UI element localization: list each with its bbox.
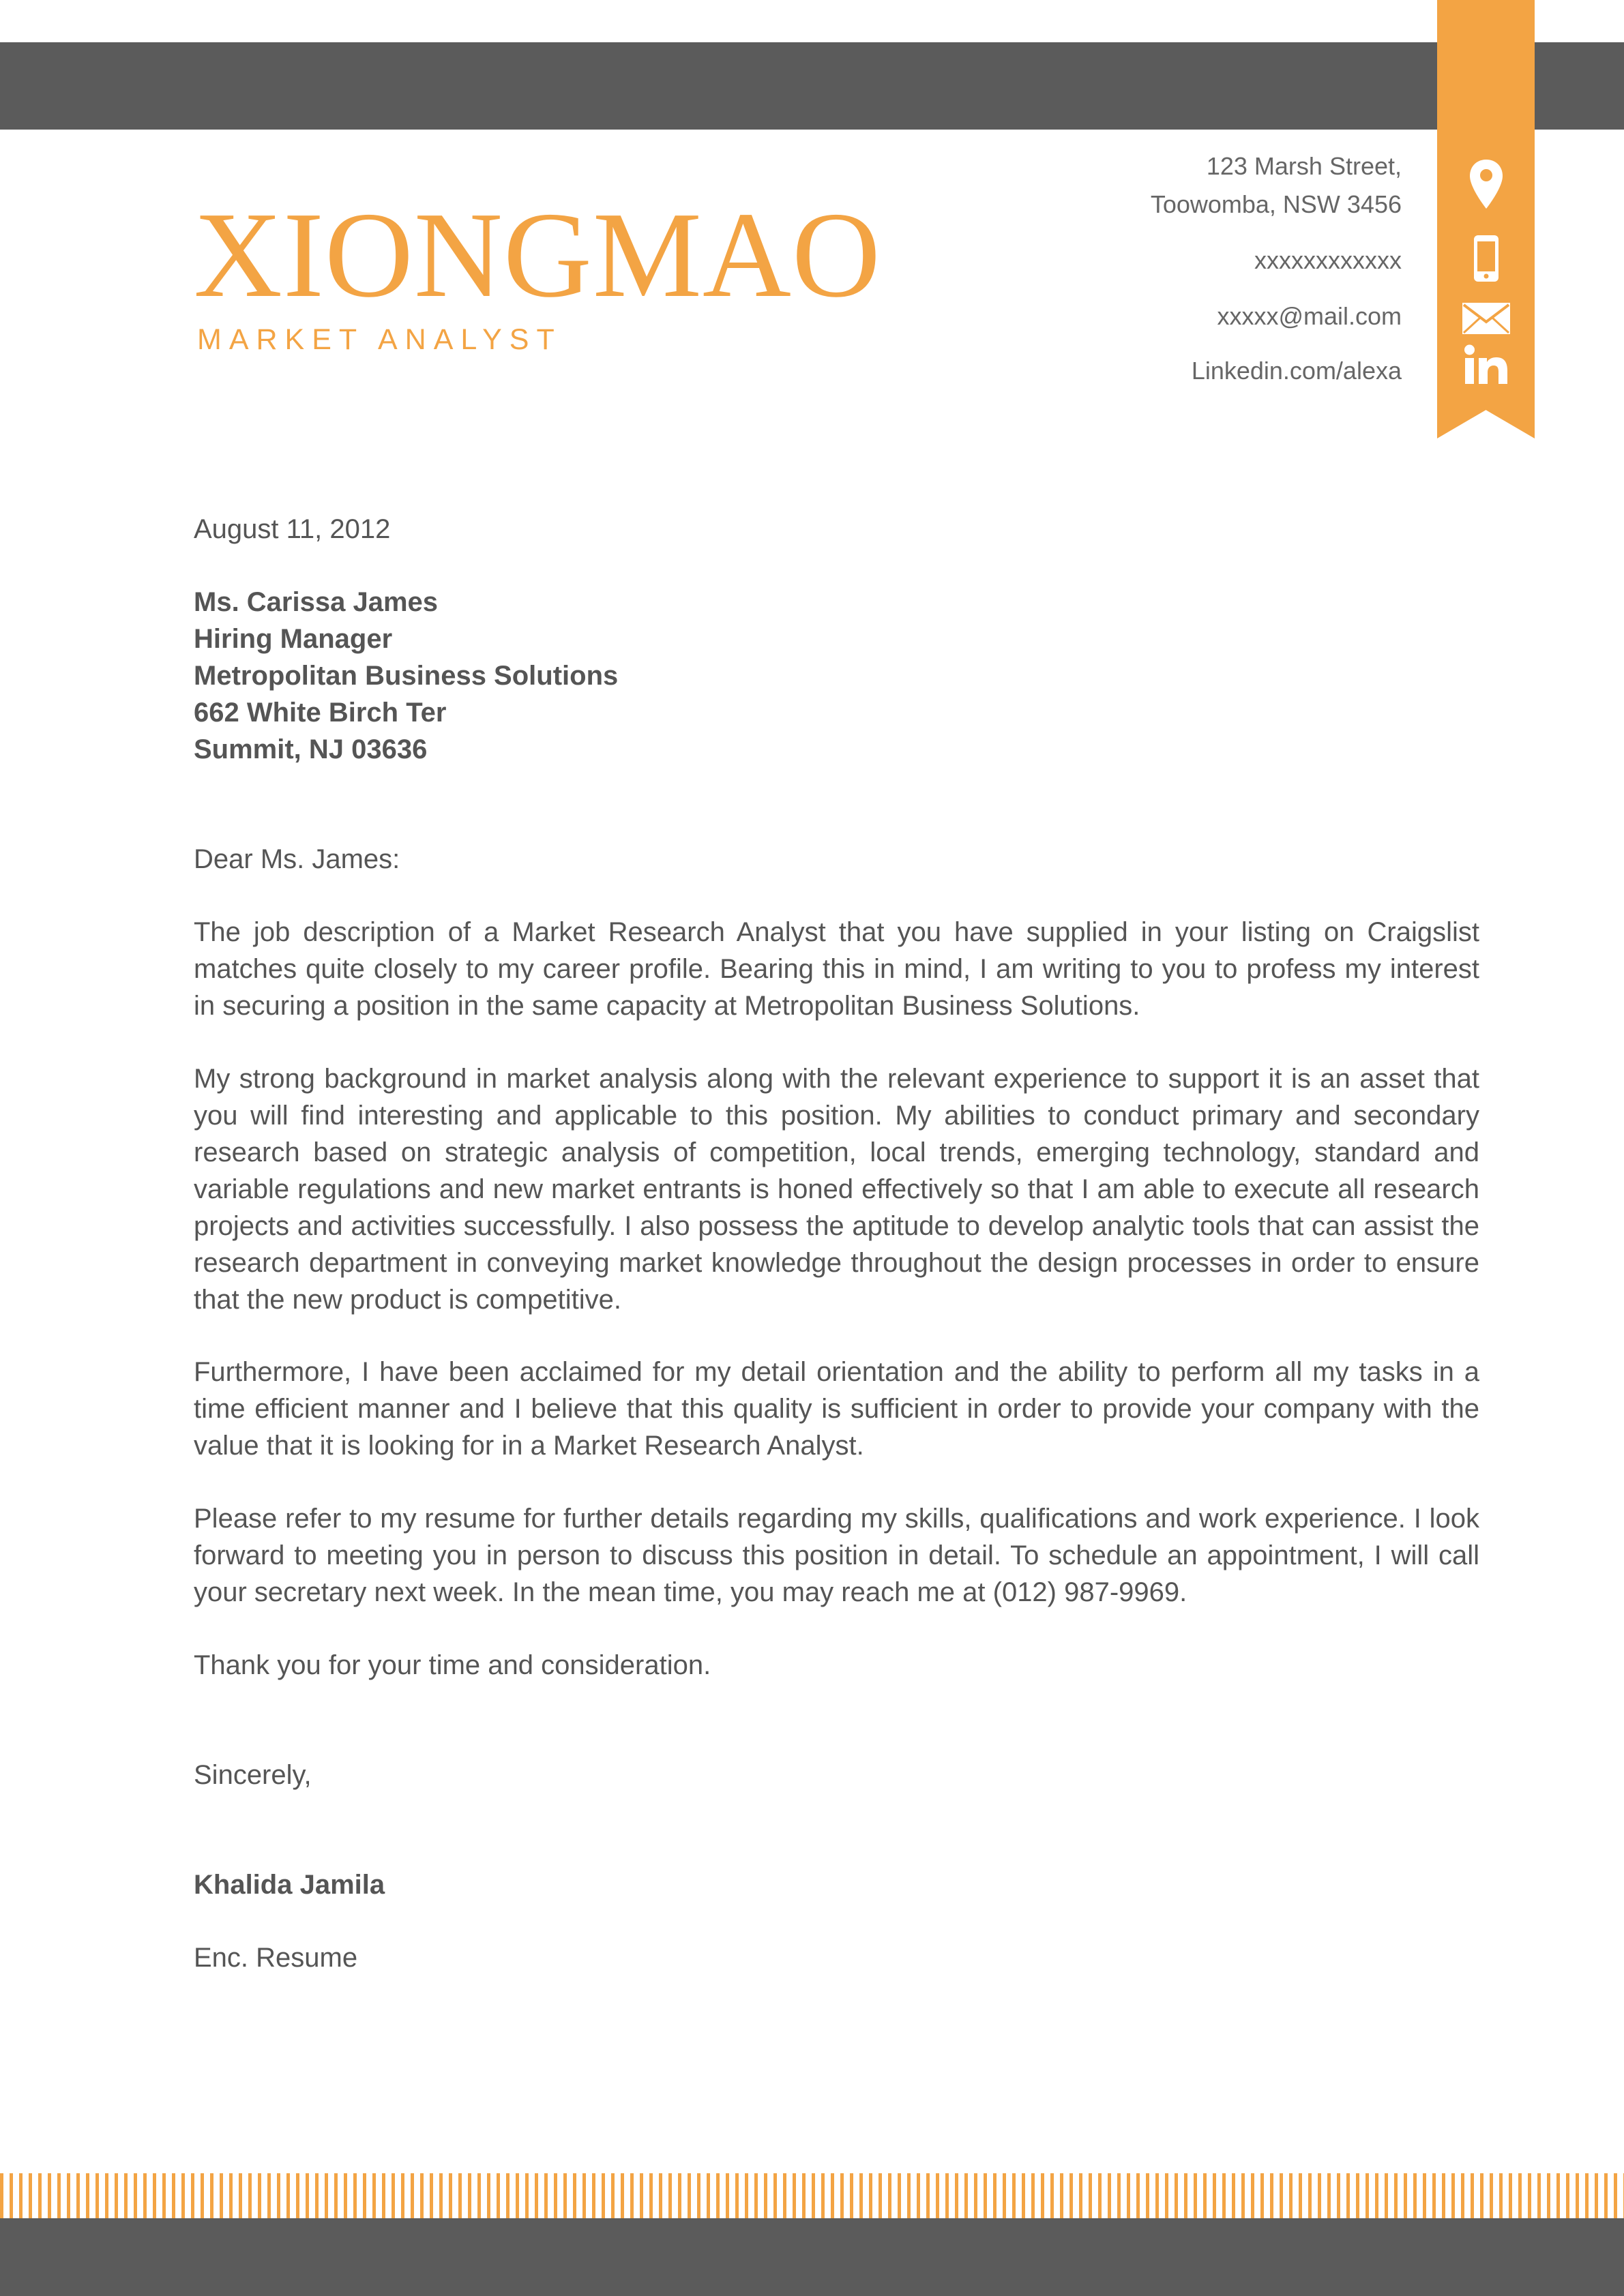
linkedin-icon: [1437, 344, 1535, 385]
header-band: [0, 42, 1624, 130]
mobile-phone-icon: [1437, 234, 1535, 283]
contact-linkedin[interactable]: Linkedin.com/alexa: [1191, 357, 1402, 385]
body-paragraph-5: Thank you for your time and consideration.: [194, 1650, 711, 1680]
job-title: MARKET ANALYST: [197, 323, 562, 356]
salutation: Dear Ms. James:: [194, 844, 400, 874]
body-paragraph-1: The job description of a Market Research Analyst that you have supplied in your listing on Craigslist matches quite closely to my career profile. Bearing this in mind, I am writing to you to profess my interest in securing a position in the same capacity at Metropolitan Business Solutions.: [194, 917, 1479, 1021]
signature-name: Khalida Jamila: [194, 1870, 385, 1900]
contact-email[interactable]: xxxxx@mail.com: [1217, 302, 1402, 330]
recipient-name: Ms. Carissa James: [194, 587, 439, 617]
body-paragraph-2: My strong background in market analysis along with the relevant experience to support it is an asset that you will find interesting and applicable to this position. My abilities to conduct primary and secondary research based on strategic analysis of competition, local trends, emerging technology, standard and variable regulations and new market entrants is honed effectively so that I am able to execute all research projects and activities successfully. I also possess the aptitude to develop analytic tools that can assist the research department in conveying market knowledge throughout the design processes in order to ensure that the new product is competitive.: [194, 1064, 1479, 1315]
recipient-company: Metropolitan Business Solutions: [194, 661, 619, 691]
applicant-name: XIONGMAO: [194, 187, 881, 323]
contact-phone: xxxxxxxxxxxx: [1254, 246, 1402, 274]
address-line-2: Toowomba, NSW 3456: [1150, 190, 1402, 218]
body-paragraph-3: Furthermore, I have been acclaimed for my detail orientation and the ability to perform all my tasks in a time efficient manner and I believe that this quality is sufficient in order to provide your company with the value that it is looking for in a Market Research Analyst.: [194, 1357, 1479, 1461]
footer-band: [0, 2218, 1624, 2296]
recipient-city: Summit, NJ 03636: [194, 734, 428, 764]
contact-address: [1151, 147, 1402, 224]
letter-date: August 11, 2012: [194, 514, 391, 544]
address-line-1: 123 Marsh Street,: [1206, 152, 1402, 180]
recipient-street: 662 White Birch Ter: [194, 698, 447, 728]
recipient-block: [194, 584, 1479, 768]
closing: Sincerely,: [194, 1760, 312, 1790]
location-pin-icon: [1437, 158, 1535, 210]
recipient-title: Hiring Manager: [194, 624, 393, 654]
footer-stripes: [0, 2173, 1624, 2218]
enclosure-note: Enc. Resume: [194, 1943, 358, 1973]
contact-ribbon: [1437, 0, 1535, 438]
envelope-icon: [1437, 301, 1535, 336]
body-paragraph-4: Please refer to my resume for further details regarding my skills, qualifications and work experience. I look forward to meeting you in person to discuss this position in detail. To schedule an appointment, I will call your secretary next week. In the mean time, you may reach me at (012) 987-9969.: [194, 1504, 1479, 1607]
